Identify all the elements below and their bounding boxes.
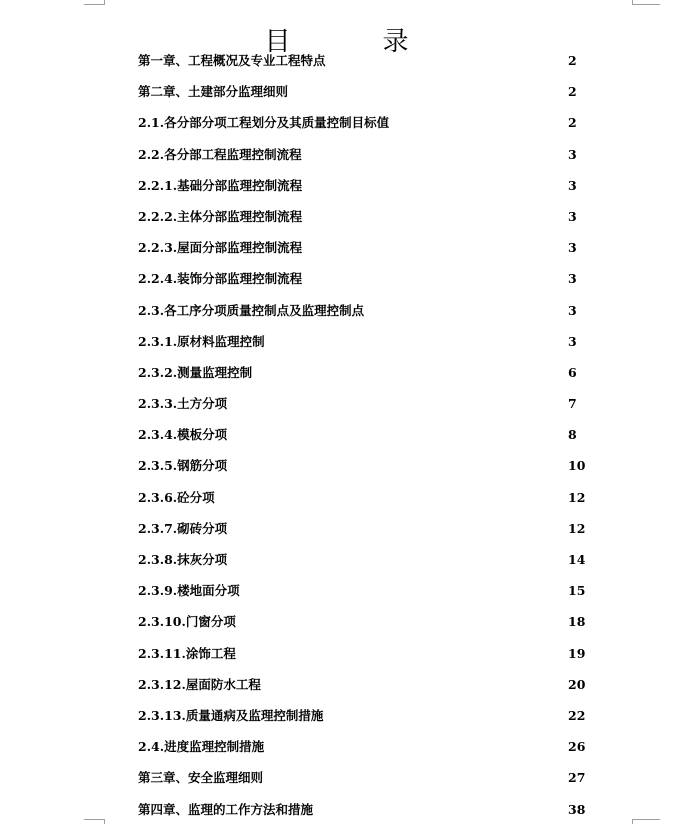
toc-entry-page-number: 10 bbox=[568, 458, 586, 474]
toc-entry[interactable] bbox=[138, 49, 598, 80]
crop-mark-top-left bbox=[104, 0, 105, 5]
toc-entry[interactable] bbox=[138, 361, 598, 392]
crop-mark-top-right bbox=[632, 4, 660, 5]
toc-entry[interactable] bbox=[138, 80, 598, 111]
toc-entry[interactable] bbox=[138, 143, 598, 174]
toc-entry-label: 2.3.2.测量监理控制 bbox=[138, 364, 253, 380]
toc-entry-label: 2.3.13.质量通病及监理控制措施 bbox=[138, 707, 324, 723]
toc-entry-label: 2.3.9.楼地面分项 bbox=[138, 583, 240, 599]
toc-entry-label: 2.3.1.原材料监理控制 bbox=[138, 333, 265, 349]
toc-entry-label: 第四章、监理的工作方法和措施 bbox=[138, 801, 314, 817]
toc-entry[interactable] bbox=[138, 766, 598, 797]
toc-entry[interactable] bbox=[138, 517, 598, 548]
toc-entry-label: 2.3.11.涂饰工程 bbox=[138, 645, 236, 661]
toc-entry[interactable] bbox=[138, 174, 598, 205]
crop-mark-bottom-left bbox=[84, 819, 104, 820]
toc-entry-page-number: 3 bbox=[568, 177, 577, 193]
toc-entry[interactable] bbox=[138, 330, 598, 361]
title-char-2: 录 bbox=[382, 27, 409, 58]
toc-entry-label: 2.1.各分部分项工程划分及其质量控制目标值 bbox=[138, 115, 390, 131]
toc-entry-label: 第二章、土建部分监理细则 bbox=[138, 84, 289, 100]
toc-entry-page-number: 7 bbox=[568, 396, 577, 412]
toc-entry-page-number: 3 bbox=[568, 302, 577, 318]
toc-entry[interactable] bbox=[138, 548, 598, 579]
toc-entry-page-number: 2 bbox=[568, 84, 577, 100]
toc-entry-label: 第一章、工程概况及专业工程特点 bbox=[138, 53, 326, 68]
toc-entry-page-number: 14 bbox=[568, 552, 586, 567]
toc-entry[interactable] bbox=[138, 111, 598, 142]
toc-entry-label: 2.3.12.屋面防水工程 bbox=[138, 676, 261, 692]
crop-mark-top-right bbox=[632, 0, 633, 5]
toc-entry-page-number: 18 bbox=[568, 614, 586, 630]
toc-entry-page-number: 3 bbox=[568, 271, 577, 287]
toc-entry[interactable] bbox=[138, 735, 598, 766]
toc-entry-page-number: 6 bbox=[568, 364, 577, 380]
toc-entry-page-number: 2 bbox=[568, 53, 577, 68]
toc-entry-page-number: 19 bbox=[568, 645, 586, 661]
toc-entry-label: 2.4.进度监理控制措施 bbox=[138, 739, 265, 755]
crop-mark-bottom-right bbox=[632, 819, 633, 824]
toc-entry-label: 2.3.3.土方分项 bbox=[138, 396, 228, 412]
toc-entry[interactable] bbox=[138, 486, 598, 517]
toc-entry-page-number: 27 bbox=[568, 770, 586, 786]
toc-entry[interactable] bbox=[138, 299, 598, 330]
toc-entry-page-number: 3 bbox=[568, 208, 577, 224]
toc-entry[interactable] bbox=[138, 579, 598, 610]
toc-entry[interactable] bbox=[138, 236, 598, 267]
toc-entry-page-number: 3 bbox=[568, 146, 577, 162]
toc-entry-label: 2.3.7.砌砖分项 bbox=[138, 520, 228, 536]
toc-entry[interactable] bbox=[138, 423, 598, 454]
toc-entry[interactable] bbox=[138, 454, 598, 485]
toc-entry-page-number: 3 bbox=[568, 240, 577, 256]
toc-entry-page-number: 20 bbox=[568, 676, 586, 692]
toc-entry-label: 2.3.8.抹灰分项 bbox=[138, 552, 228, 567]
crop-mark-bottom-right bbox=[632, 819, 660, 820]
toc-entry[interactable] bbox=[138, 392, 598, 423]
toc-entry-label: 2.3.各工序分项质量控制点及监理控制点 bbox=[138, 302, 365, 318]
toc-entry-label: 2.3.4.模板分项 bbox=[138, 427, 228, 443]
toc-entry-label: 2.2.1.基础分部监理控制流程 bbox=[138, 177, 303, 193]
toc-entry[interactable] bbox=[138, 610, 598, 641]
toc-entry-page-number: 26 bbox=[568, 739, 586, 755]
toc-entry-label: 2.2.4.装饰分部监理控制流程 bbox=[138, 271, 303, 287]
table-of-contents bbox=[138, 49, 598, 824]
toc-entry-page-number: 38 bbox=[568, 801, 586, 817]
toc-entry[interactable] bbox=[138, 798, 598, 824]
toc-entry-page-number: 3 bbox=[568, 333, 577, 349]
toc-entry-label: 2.2.2.主体分部监理控制流程 bbox=[138, 208, 303, 224]
toc-entry[interactable] bbox=[138, 267, 598, 298]
title-char-1: 目 bbox=[264, 27, 291, 58]
toc-entry-page-number: 2 bbox=[568, 115, 577, 131]
crop-mark-bottom-left bbox=[104, 819, 105, 824]
toc-entry-label: 2.3.10.门窗分项 bbox=[138, 614, 236, 630]
toc-entry-label: 2.3.5.钢筋分项 bbox=[138, 458, 228, 474]
toc-entry-label: 2.3.6.砼分项 bbox=[138, 489, 215, 505]
toc-entry-page-number: 12 bbox=[568, 520, 586, 536]
crop-mark-top-left bbox=[84, 4, 104, 5]
toc-entry[interactable] bbox=[138, 673, 598, 704]
toc-entry-page-number: 15 bbox=[568, 583, 586, 599]
toc-entry-label: 2.2.3.屋面分部监理控制流程 bbox=[138, 240, 303, 256]
toc-entry-page-number: 12 bbox=[568, 489, 586, 505]
toc-entry-page-number: 8 bbox=[568, 427, 577, 443]
toc-entry[interactable] bbox=[138, 205, 598, 236]
toc-entry-label: 2.2.各分部工程监理控制流程 bbox=[138, 146, 302, 162]
toc-entry[interactable] bbox=[138, 704, 598, 735]
toc-entry-page-number: 22 bbox=[568, 707, 586, 723]
toc-entry[interactable] bbox=[138, 642, 598, 673]
toc-entry-label: 第三章、安全监理细则 bbox=[138, 770, 264, 786]
